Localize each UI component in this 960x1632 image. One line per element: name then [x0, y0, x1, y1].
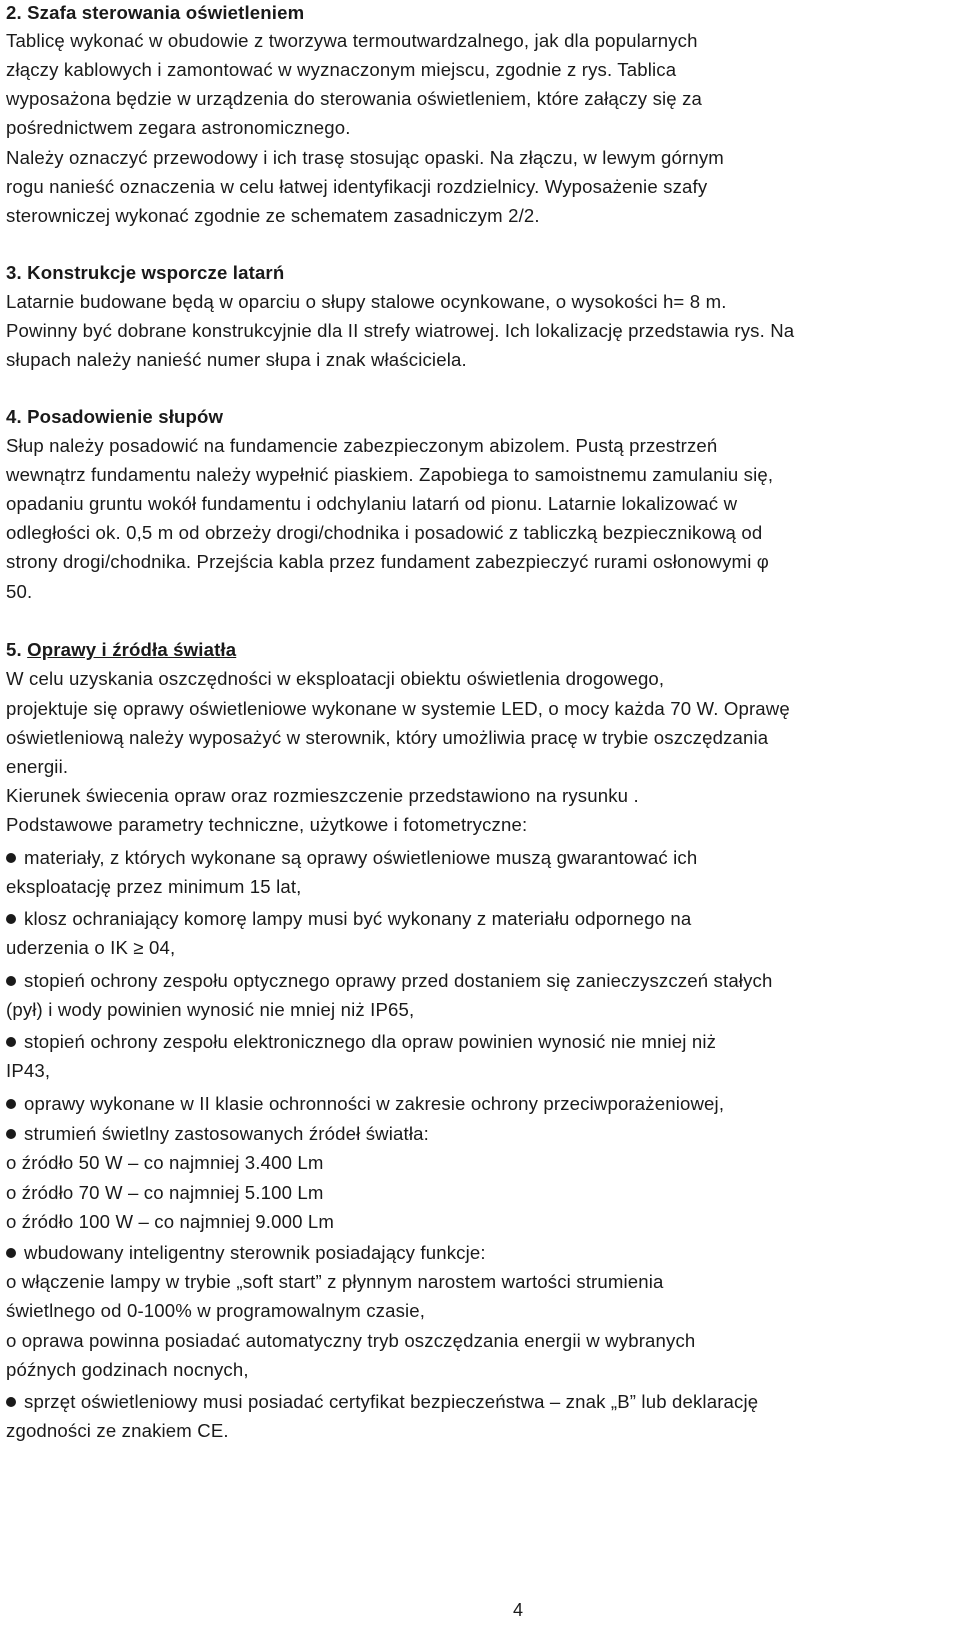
- bullet-item-cover-cont: uderzenia o IK ≥ 04,: [6, 937, 176, 958]
- section-5-line-2: projektuje się oprawy oświetleniowe wykonane w systemie LED, o mocy każda 70 W. Oprawę: [6, 698, 790, 719]
- section-3-line-2: Powinny być dobrane konstrukcyjnie dla II strefy wiatrowej. Ich lokalizację przedstawia rys. Na: [6, 320, 795, 341]
- bullet-icon: [6, 1129, 16, 1139]
- section-5-line-4: energii.: [6, 756, 69, 777]
- flux-100w: o źródło 100 W – co najmniej 9.000 Lm: [6, 1211, 335, 1232]
- flux-50w: o źródło 50 W – co najmniej 3.400 Lm: [6, 1152, 324, 1173]
- section-2-line-3: wyposażona będzie w urządzenia do sterowania oświetleniem, które załączy się za: [6, 88, 703, 109]
- section-3-heading: 3. Konstrukcje wsporcze latarń: [6, 262, 285, 283]
- bullet-icon: [6, 1099, 16, 1109]
- bullet-item-cover: klosz ochraniający komorę lampy musi być wykonany z materiału odpornego na: [6, 906, 691, 932]
- bullet-item-optical-protection-cont: (pył) i wody powinien wynosić nie mniej niż IP65,: [6, 999, 415, 1020]
- section-5-line-5: Kierunek świecenia opraw oraz rozmieszczenie przedstawiono na rysunku .: [6, 785, 639, 806]
- bullet-item-electronic-protection: stopień ochrony zespołu elektronicznego dla opraw powinien wynosić nie mniej niż: [6, 1029, 716, 1055]
- section-2-line-7: sterowniczej wykonać zgodnie ze schematem zasadniczym 2/2.: [6, 205, 540, 226]
- bullet-item-certificate: sprzęt oświetleniowy musi posiadać certyfikat bezpieczeństwa – znak „B” lub deklarację: [6, 1389, 758, 1415]
- bullet-item-optical-protection: stopień ochrony zespołu optycznego oprawy przed dostaniem się zanieczyszczeń stałych: [6, 968, 772, 994]
- section-5-heading: [6, 637, 236, 663]
- section-2-line-6: rogu nanieść oznaczenia w celu łatwej identyfikacji rozdzielnicy. Wyposażenie szafy: [6, 176, 708, 197]
- bullet-icon: [6, 914, 16, 924]
- section-5-line-1: W celu uzyskania oszczędności w eksploatacji obiektu oświetlenia drogowego,: [6, 668, 665, 689]
- bullet-icon: [6, 1037, 16, 1047]
- section-3-line-1: Latarnie budowane będą w oparciu o słupy stalowe ocynkowane, o wysokości h= 8 m.: [6, 291, 727, 312]
- bullet-icon: [6, 1397, 16, 1407]
- section-5-heading-text: Oprawy i źródła światła: [27, 639, 237, 660]
- section-4-heading: 4. Posadowienie słupów: [6, 406, 224, 427]
- section-4-line-6: 50.: [6, 581, 33, 602]
- bullet-icon: [6, 853, 16, 863]
- bullet-icon: [6, 976, 16, 986]
- bullet-item-luminous-flux: strumień świetlny zastosowanych źródeł światła:: [6, 1121, 429, 1147]
- bullet-item-class-ii: oprawy wykonane w II klasie ochronności w zakresie ochrony przeciwporażeniowej,: [6, 1091, 724, 1117]
- section-4-line-3: opadaniu gruntu wokół fundamentu i odchylaniu latarń od pionu. Latarnie lokalizować w: [6, 493, 738, 514]
- bullet-item-electronic-protection-cont: IP43,: [6, 1060, 51, 1081]
- flux-70w: o źródło 70 W – co najmniej 5.100 Lm: [6, 1182, 324, 1203]
- controller-saving-mode: o oprawa powinna posiadać automatyczny tryb oszczędzania energii w wybranych: [6, 1330, 696, 1351]
- bullet-item-certificate-cont: zgodności ze znakiem CE.: [6, 1420, 229, 1441]
- section-2-line-5: Należy oznaczyć przewodowy i ich trasę stosując opaski. Na złączu, w lewym górnym: [6, 147, 724, 168]
- bullet-item-materials: materiały, z których wykonane są oprawy oświetleniowe muszą gwarantować ich: [6, 845, 697, 871]
- controller-soft-start-cont: świetlnego od 0-100% w programowalnym czasie,: [6, 1300, 426, 1321]
- section-2-line-4: pośrednictwem zegara astronomicznego.: [6, 117, 351, 138]
- controller-soft-start: o włączenie lampy w trybie „soft start” z płynnym narostem wartości strumienia: [6, 1271, 664, 1292]
- section-5-line-3: oświetleniową należy wyposażyć w sterownik, który umożliwia pracę w trybie oszczędzania: [6, 727, 769, 748]
- section-2-heading: 2. Szafa sterowania oświetleniem: [6, 2, 305, 23]
- section-3-line-3: słupach należy nanieść numer słupa i znak właściciela.: [6, 349, 467, 370]
- section-2-line-1: Tablicę wykonać w obudowie z tworzywa termoutwardzalnego, jak dla popularnych: [6, 30, 698, 51]
- section-4-line-2: wewnątrz fundamentu należy wypełnić piaskiem. Zapobiega to samoistnemu zamulaniu się,: [6, 464, 774, 485]
- controller-saving-mode-cont: późnych godzinach nocnych,: [6, 1359, 249, 1380]
- bullet-item-materials-cont: eksploatację przez minimum 15 lat,: [6, 876, 302, 897]
- bullet-icon: [6, 1248, 16, 1258]
- page-number: 4: [513, 1600, 524, 1620]
- section-4-line-4: odległości ok. 0,5 m od obrzeży drogi/chodnika i posadowić z tabliczką bezpiecznikową od: [6, 522, 763, 543]
- bullet-item-controller: wbudowany inteligentny sterownik posiadający funkcje:: [6, 1240, 486, 1266]
- section-5-heading-number: 5.: [6, 639, 22, 660]
- section-4-line-1: Słup należy posadowić na fundamencie zabezpieczonym abizolem. Pustą przestrzeń: [6, 435, 718, 456]
- section-5-line-6: Podstawowe parametry techniczne, użytkowe i fotometryczne:: [6, 814, 528, 835]
- section-4-line-5: strony drogi/chodnika. Przejścia kabla przez fundament zabezpieczyć rurami osłonowymi φ: [6, 551, 769, 572]
- section-2-line-2: złączy kablowych i zamontować w wyznaczonym miejscu, zgodnie z rys. Tablica: [6, 59, 677, 80]
